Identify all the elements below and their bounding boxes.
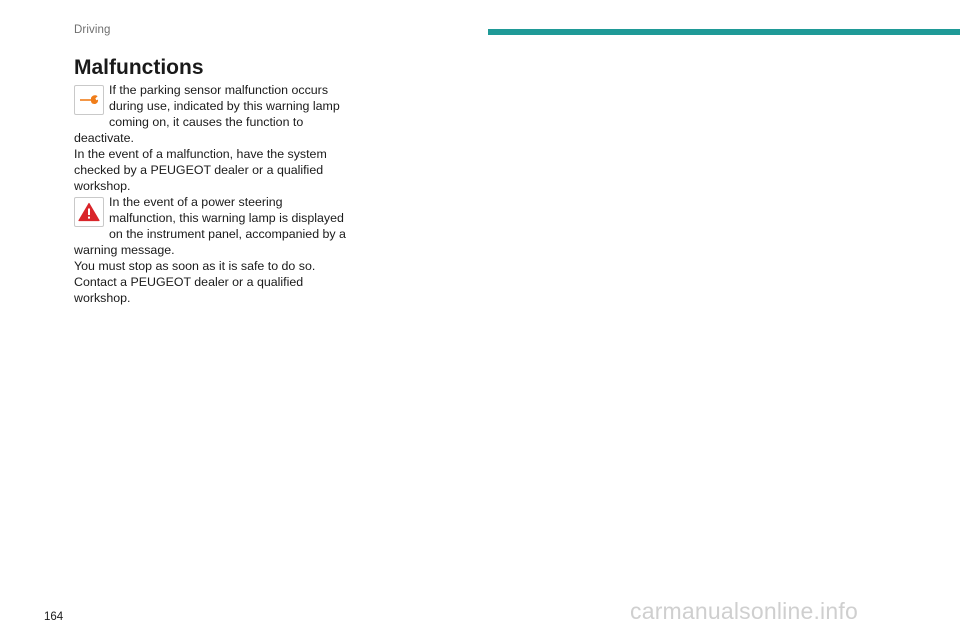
page-heading: Malfunctions xyxy=(74,56,204,79)
paragraph: In the event of a power steering malfunction, this warning lamp is displayed on the instrument panel, accompanied by a warning message. xyxy=(74,195,346,257)
paragraph: You must stop as soon as it is safe to do so. xyxy=(74,259,316,273)
watermark: carmanualsonline.info xyxy=(630,598,858,624)
power-steering-block xyxy=(74,194,346,306)
section-label: Driving xyxy=(74,24,111,36)
page-number: 164 xyxy=(44,611,64,623)
paragraph: In the event of a malfunction, have the system checked by a PEUGEOT dealer or a qualified workshop. xyxy=(74,147,327,193)
paragraph: Contact a PEUGEOT dealer or a qualified workshop. xyxy=(74,275,304,305)
wrench-icon xyxy=(74,85,104,115)
section-accent-bar xyxy=(488,29,960,35)
parking-sensor-block xyxy=(74,82,346,194)
warning-triangle-icon xyxy=(74,197,104,227)
paragraph: If the parking sensor malfunction occurs during use, indicated by this warning lamp coming on, it causes the function to deactivate. xyxy=(74,83,340,145)
content-column xyxy=(74,82,346,306)
